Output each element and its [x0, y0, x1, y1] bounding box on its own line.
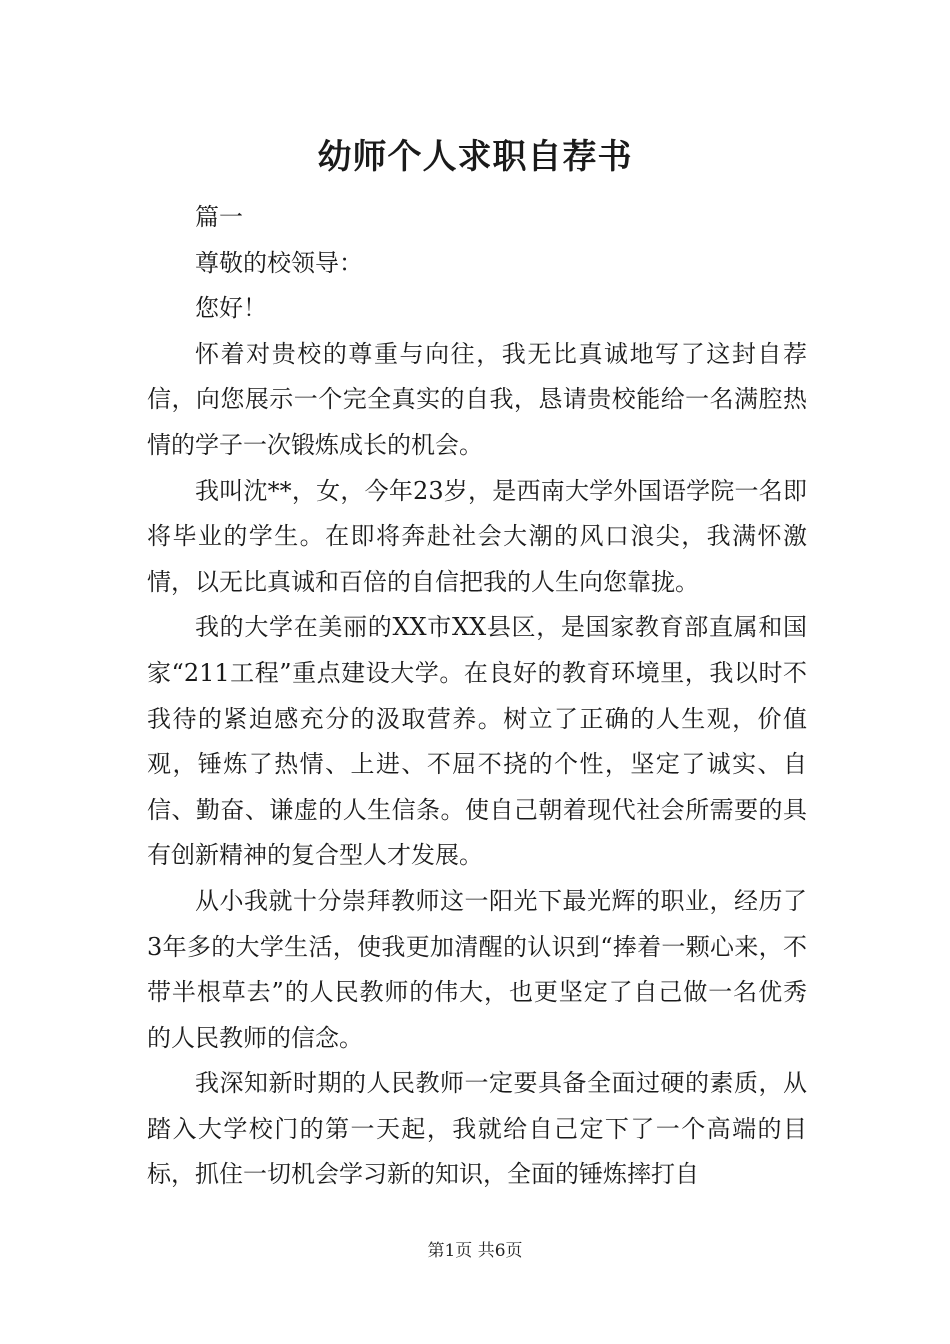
section-label: 篇一	[195, 203, 243, 231]
document-title: 幼师个人求职自荐书	[317, 137, 633, 177]
page-footer: 第1页 共6页	[427, 1241, 523, 1261]
paragraph: 从小我就十分崇拜教师这一阳光下最光辉的职业，经历了3年多的大学生活，使我更加清醒的认识到“捧着一颗心来，不带半根草去”的人民教师的伟大，也更坚定了自己做一名优秀的人民教师的信念。	[147, 886, 807, 1052]
greeting: 您好！	[195, 294, 267, 323]
paragraph: 我的大学在美丽的XX市XX县区，是国家教育部直属和国家“211工程”重点建设大学。在良好的教育环境里，我以时不我待的紧迫感充分的汲取营养。树立了正确的人生观，价值观，锤炼了热情、上进、不屈不挠的个性，坚定了诚实、自信、勤奋、谦虚的人生信条。使自己朝着现代社会所需要的具有创新精神的复合型人才发展。	[147, 613, 807, 870]
document-body	[147, 195, 807, 1198]
paragraph: 我叫沈**，女，今年23岁，是西南大学外国语学院一名即将毕业的学生。在即将奔赴社会大潮的风口浪尖，我满怀激情，以无比真诚和百倍的自信把我的人生向您靠拢。	[147, 476, 807, 596]
paragraph: 怀着对贵校的尊重与向往，我无比真诚地写了这封自荐信，向您展示一个完全真实的自我，恳请贵校能给一名满腔热情的学子一次锻炼成长的机会。	[147, 339, 807, 459]
salutation: 尊敬的校领导：	[195, 248, 363, 277]
paragraph: 我深知新时期的人民教师一定要具备全面过硬的素质，从踏入大学校门的第一天起，我就给自己定下了一个高端的目标，抓住一切机会学习新的知识，全面的锤炼摔打自	[147, 1069, 807, 1189]
